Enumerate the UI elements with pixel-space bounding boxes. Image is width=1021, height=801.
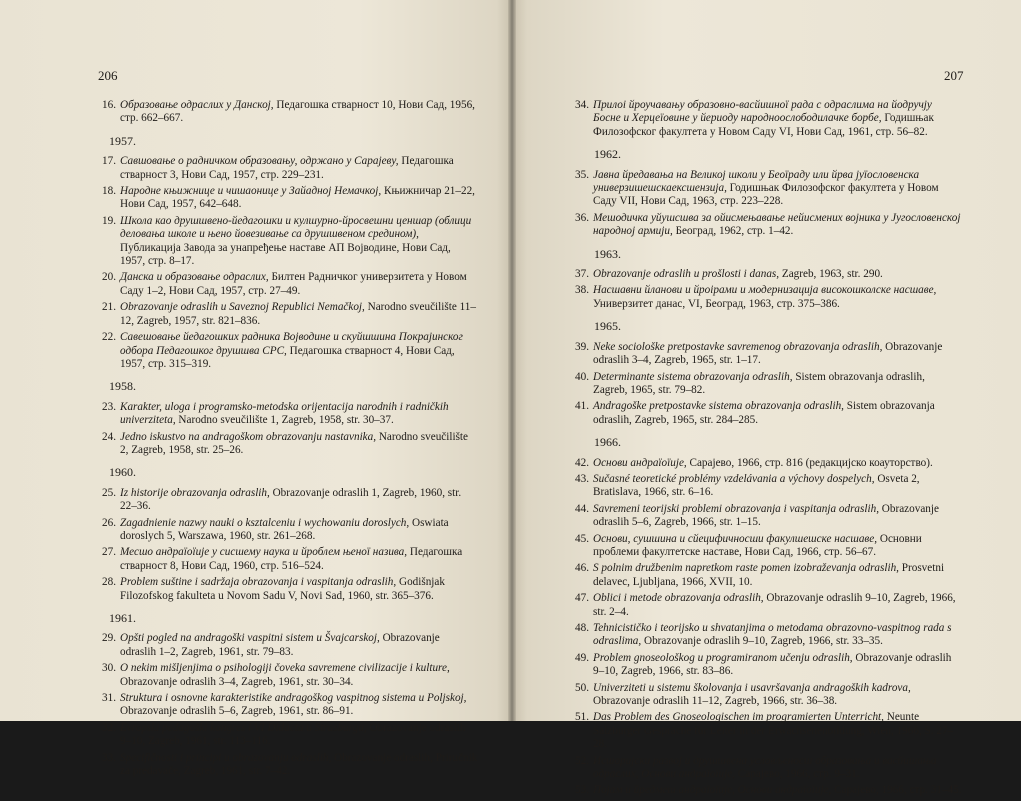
entry-number: 25. [102, 486, 116, 499]
entry-title: Univerziteti u sistemu školovanja i usavršavanja andragoških kadrova, [593, 681, 911, 694]
entry-source: Сарајево, 1966, стр. 816 (редакцијско коауторство). [686, 456, 933, 469]
entry-source: Narodno sveučilište 1, Zagreb, 1958, str. 30–37. [175, 414, 394, 427]
entry-source: Oswiata doroslych 5, Warszawa, 1960, str. 261–268. [120, 516, 449, 542]
entry-title: Мешодичка уйушсшва за oйисмењавање нейисмених војника у Југословенској народној армији, [593, 211, 961, 238]
bibliography-entry [98, 271, 478, 298]
entry-title: Andragoške pretpostavke sistema obrazovanja odraslih, [593, 400, 844, 413]
entry-number: 47. [575, 592, 589, 605]
entry-number: 38. [575, 284, 589, 297]
entry-title: O nekim mišljenjima o psihologiji čoveka savremene civilizacije i kulture, [120, 662, 450, 675]
bibliography-entry [567, 212, 962, 239]
entry-number: 42. [575, 456, 589, 469]
entry-title: Прилоі йроучавању образовно-васйишної рада с одраслима на йодручју Босне и Херцеїовине у йериоду народноослободилачке борбе, [593, 99, 932, 125]
bibliography-entry [98, 546, 478, 573]
page-number: 207 [944, 68, 964, 83]
bibliography-entry [567, 400, 962, 427]
entry-number: 40. [575, 370, 589, 383]
entry-title: Iz historije obrazovanja odraslih, [120, 486, 270, 499]
entry-title: Појам и йредмеш андраїоїије, Основи андраїоїије, [593, 784, 832, 797]
entry-title: Основи андраїоїије, [593, 456, 687, 469]
entry-number: 32. [102, 721, 116, 734]
bibliography-entry [567, 755, 962, 782]
entry-number: 43. [575, 472, 589, 485]
entry-source: Narodno sveučilište 11–12, Zagreb, 1957, str. 821–836. [120, 301, 476, 327]
bibliography-entry [567, 682, 962, 709]
entry-title: Месшо андраїоїије у сисшему наука и йроблем њеної назива, [120, 546, 408, 559]
left-page [0, 0, 512, 778]
entry-source: Sistem obrazovanja odraslih, Zagreb, 1965, str. 79–82. [593, 370, 925, 396]
entry-number: 17. [102, 155, 116, 168]
entry-source: Obrazovanje odraslih, Priručnik za predavače, Zagreb, 1961, str. 7–42. [120, 751, 478, 778]
entry-source: Публикација Завода за унапређење наставе АП Војводине, Нови Сад, 1957, стр. 8–17. [120, 241, 451, 268]
entry-number: 45. [575, 532, 589, 545]
bibliography-entry [98, 301, 478, 328]
bibliography-entry [567, 457, 962, 470]
entry-source: Књижничар 21–22, Нови Сад, 1957, 642–648. [120, 185, 475, 211]
entry-title: Opšti pogled na andragoški vaspitni sistem u Švajcarskoj, [120, 632, 380, 645]
entry-source: Билтен Радничког универзитета у Новом Саду 1–2, Нови Сад, 1957, стр. 27–49. [120, 271, 467, 297]
entry-title: S polnim družbenim napretkom raste pomen izobraževanja odraslih, [593, 562, 899, 575]
bibliography-entry [567, 784, 962, 797]
entry-number: 53. [575, 784, 589, 797]
entry-number: 26. [102, 516, 116, 529]
entry-source: Zagreb, 1963, str. 290. [779, 268, 883, 281]
bibliography-entry [567, 562, 962, 589]
bibliography-entry [567, 169, 962, 209]
entry-title: Specifičnosti i principi u obrazovanju odraslih, [120, 751, 332, 764]
entry-title: Савшовање о радничком образовању, одржано у Сарајеву, [120, 155, 399, 168]
entry-title: Neke sociološke pretpostavke savremenog obrazovanja odraslih, [593, 340, 883, 353]
entry-title: Исшоријски развој и друшшвена условљеносш образовања и васйишања одраслих, Основи андраїоїије, [593, 754, 937, 781]
entry-title: Determinante sistema obrazovanja odraslih, [593, 370, 793, 383]
entry-title: Народне књижнице и чишаонице у Зайадној Немачкој, [120, 185, 382, 198]
entry-number: 44. [575, 502, 589, 515]
bibliography-entry [567, 371, 962, 398]
bibliography-entry [567, 711, 962, 751]
entry-source: Narodno sveučilište 2, Zagreb, 1958, str. 25–26. [120, 430, 469, 456]
bibliography-entry [98, 99, 478, 126]
entry-number: 24. [102, 430, 116, 443]
entry-source: Obrazovanje odraslih 3–4, Zagreb, 1965, str. 1–17. [593, 340, 943, 367]
entry-title: Obrazovanje odraslih u prošlosti i danas, [593, 268, 780, 281]
entry-title: Problem gnoseološkog u programiranom učenju odraslih, [593, 651, 853, 664]
entry-title: Sučasné teoretické problémy vzdelávania a výchovy dospelych, [593, 472, 875, 485]
entry-source: Obrazovanje odraslih 9–10, Zagreb, 1966, str. 33–35. [641, 635, 883, 648]
entry-number: 18. [102, 185, 116, 198]
entry-number: 33. [102, 751, 116, 764]
entry-title: Problem suštine i sadržaja obrazovanja i vaspitanja odraslih, [120, 576, 397, 589]
bibliography-entry [98, 632, 478, 659]
bibliography-entry [567, 341, 962, 368]
entry-number: 28. [102, 576, 116, 589]
entry-source: Obrazovanje odraslih 1–2, Zagreb, 1961, str. 79–83. [120, 632, 440, 658]
entry-number: 52. [575, 754, 589, 767]
bibliography-entry [567, 622, 962, 649]
bibliography-entry [98, 215, 478, 269]
entry-title: Образовање одраслих у Данској, [120, 99, 274, 111]
entry-source: Педагошка стварност 3, Нови Сад, 1957, стр. 229–231. [120, 155, 454, 181]
entry-number: 22. [102, 331, 116, 344]
year-heading: 1961. [109, 611, 136, 625]
entry-source: Годишњак Филозофског факултета у Новом Саду VII, Нови Сад, 1963, стр. 223–228. [593, 182, 939, 208]
bibliography-entry [567, 652, 962, 679]
year-heading: 1966. [594, 435, 621, 450]
bibliography-entry [98, 401, 478, 428]
entry-source: Neunte Salzburger Gespräche für Leiter in der Erwachsenenbildung, Wien, 1966, S. 27–28. [593, 711, 954, 751]
entry-number: 48. [575, 622, 589, 634]
entry-title: Struktura i osnovne karakteristike andragoškog vaspitnog sistema u Poljskoj, [120, 692, 467, 705]
entry-title: Das Problem des Gnoseologischen im programierten Unterricht, [593, 711, 884, 724]
entry-number: 35. [575, 168, 589, 181]
entry-number: 30. [102, 662, 116, 675]
bibliography-entry [567, 268, 962, 281]
entry-source: Универзитет данас, VI, Београд, 1963, стр. 375–386. [593, 297, 840, 310]
entry-source: Osveta 2, Bratislava, 1966, str. 6–16. [593, 472, 920, 499]
entry-title: Karakter, uloga i programsko-metodska orijentacija narodnih i radničkih univerziteta, [120, 400, 449, 427]
entry-number: 51. [575, 711, 589, 724]
year-heading: 1963. [594, 246, 621, 261]
entry-title: Савешовање йедагошких радника Војводине и скуйшшина Покрајинског одбора Педагошког друшшва СРС, [120, 331, 463, 357]
entry-number: 37. [575, 268, 589, 281]
entry-title: Данска и образовање одраслих, [120, 271, 269, 284]
entry-source: Obrazovanje odraslih 1, Zagreb, 1960, str. 22–36. [120, 486, 462, 513]
page-number: 206 [98, 68, 118, 83]
entry-title: Основи, сушшина и сйецифичносши факулшешске насшаве, [593, 532, 878, 545]
entry-source: Сарајево, 1966, стр. 9–31. [735, 768, 860, 781]
book-gutter [508, 0, 516, 721]
entry-source: Сарајево, 1966, стр. 31–45. [831, 784, 962, 797]
bibliography-entry [98, 752, 478, 779]
entry-source: Педагошка стварност 10, Нови Сад, 1956, стр. 662–667. [120, 99, 475, 125]
entry-source: Obrazovanje odraslih 11–12, Zagreb, 1966, str. 36–38. [593, 695, 838, 708]
bibliography-entry [567, 284, 962, 311]
entry-source: Obrazovanje odraslih 9–10, Zagreb, 1966, str. 2–4. [593, 592, 956, 618]
entry-number: 19. [102, 214, 116, 227]
entry-number: 31. [102, 692, 116, 705]
bibliography-entry [98, 692, 478, 719]
entry-title: Насшавни йланови и йроірами и модернизација високошколске насшаве, [593, 284, 937, 297]
entry-source: Obrazovanje odraslih 3–4, Zagreb, 1961, str. 30–34. [120, 675, 354, 688]
bibliography-list [567, 99, 962, 801]
bibliography-entry [98, 487, 478, 514]
entry-source: Педагошка стварност 8, Нови Сад, 1960, стр. 516–524. [120, 546, 463, 572]
entry-source: Педагошка стварност 4, Нови Сад, 1957, стр. 315–319. [120, 344, 455, 370]
entry-number: 39. [575, 340, 589, 353]
right-page [512, 0, 1021, 797]
entry-number: 27. [102, 546, 116, 559]
entry-number: 34. [575, 99, 589, 111]
entry-source: Obrazovanje odraslih 5–6, Zagreb, 1961, str. 86–91. [120, 705, 354, 718]
entry-number: 29. [102, 632, 116, 645]
bibliography-entry [98, 517, 478, 544]
entry-title: Savremeni teorijski problemi obrazovanja i vaspitanja odraslih, [593, 502, 879, 515]
entry-title: Oblici i metode obrazovanja odraslih, [593, 592, 764, 605]
entry-number: 36. [575, 211, 589, 224]
bibliography-entry [98, 722, 478, 749]
bibliography-list [98, 99, 478, 781]
entry-source: Prosvetni delavec, Ljubljana, 1966, XVII, 10. [593, 562, 945, 588]
year-heading: 1965. [594, 319, 621, 334]
entry-number: 21. [102, 301, 116, 314]
bibliography-entry [98, 431, 478, 458]
entry-source: Годишњак Филозофског факултета у Новом Саду VI, Нови Сад, 1961, стр. 56–82. [593, 112, 934, 138]
entry-number: 20. [102, 271, 116, 284]
entry-number: 49. [575, 651, 589, 664]
bibliography-entry [567, 99, 962, 139]
entry-source: Godišnjak Filozofskog fakulteta u Novom Sadu V, Novi Sad, 1960, str. 365–376. [120, 576, 445, 602]
entry-number: 41. [575, 400, 589, 413]
bibliography-entry [567, 503, 962, 530]
entry-number: 46. [575, 562, 589, 575]
year-heading: 1958. [109, 379, 136, 394]
entry-title: Школа као друшшвено-йедагошки и кулшурно-йросвешни ценшар (облици деловања школе и њено йовезивање са друшшвеном средином), [120, 214, 472, 241]
entry-number: 23. [102, 400, 116, 413]
year-heading: 1962. [594, 147, 621, 162]
entry-number: 16. [102, 99, 116, 111]
bibliography-entry [567, 592, 962, 619]
entry-source: Sistem obrazovanja odraslih, Zagreb, 1965, str. 284–285. [593, 400, 935, 426]
bibliography-entry [98, 576, 478, 603]
bibliography-entry [98, 662, 478, 689]
entry-source: Београд, 1962, стр. 1–42. [672, 225, 794, 238]
entry-title: Zagadnienie nazwy nauki o ksztalceniu i wychowaniu doroslych, [120, 516, 410, 529]
entry-source: Obrazovanje odraslih 9–10, Zagreb, 1966, str. 83–86. [593, 651, 952, 678]
bibliography-entry [567, 473, 962, 500]
entry-number: 50. [575, 681, 589, 694]
bibliography-entry [98, 185, 478, 212]
entry-title: Tehnicističko i teorijsko u shvatanjima o metodama obrazovno-vaspitnog rada s odraslima, [593, 622, 952, 648]
entry-title: Jedno iskustvo na andragoškom obrazovanju nastavnika, [120, 430, 377, 443]
entry-source: Obrazovanje odraslih 5–6, Zagreb, 1966, str. 1–15. [593, 502, 939, 529]
entry-title: Јавна йредавања на Великој школи у Беоїраду или йрва јуїословенска универзишешскаексшензија, [593, 168, 920, 195]
entry-source: Основни проблеми факултетске наставе, Нови Сад, 1966, стр. 56–67. [593, 532, 922, 558]
entry-source: Obrazovanje odraslih 9–10, Zagreb, 1961, str. 113–116. [120, 721, 466, 748]
year-heading: 1960. [109, 465, 136, 480]
year-heading: 1957. [109, 133, 136, 148]
bibliography-entry [98, 155, 478, 182]
entry-title: Obrazovanje odraslih u Saveznoj Republici Nemačkoj, [120, 301, 365, 314]
bibliography-entry [98, 331, 478, 371]
entry-title: Evropski pedagoški kongres i VI Didacta u Strasburgu, [120, 721, 367, 734]
bibliography-entry [567, 533, 962, 560]
